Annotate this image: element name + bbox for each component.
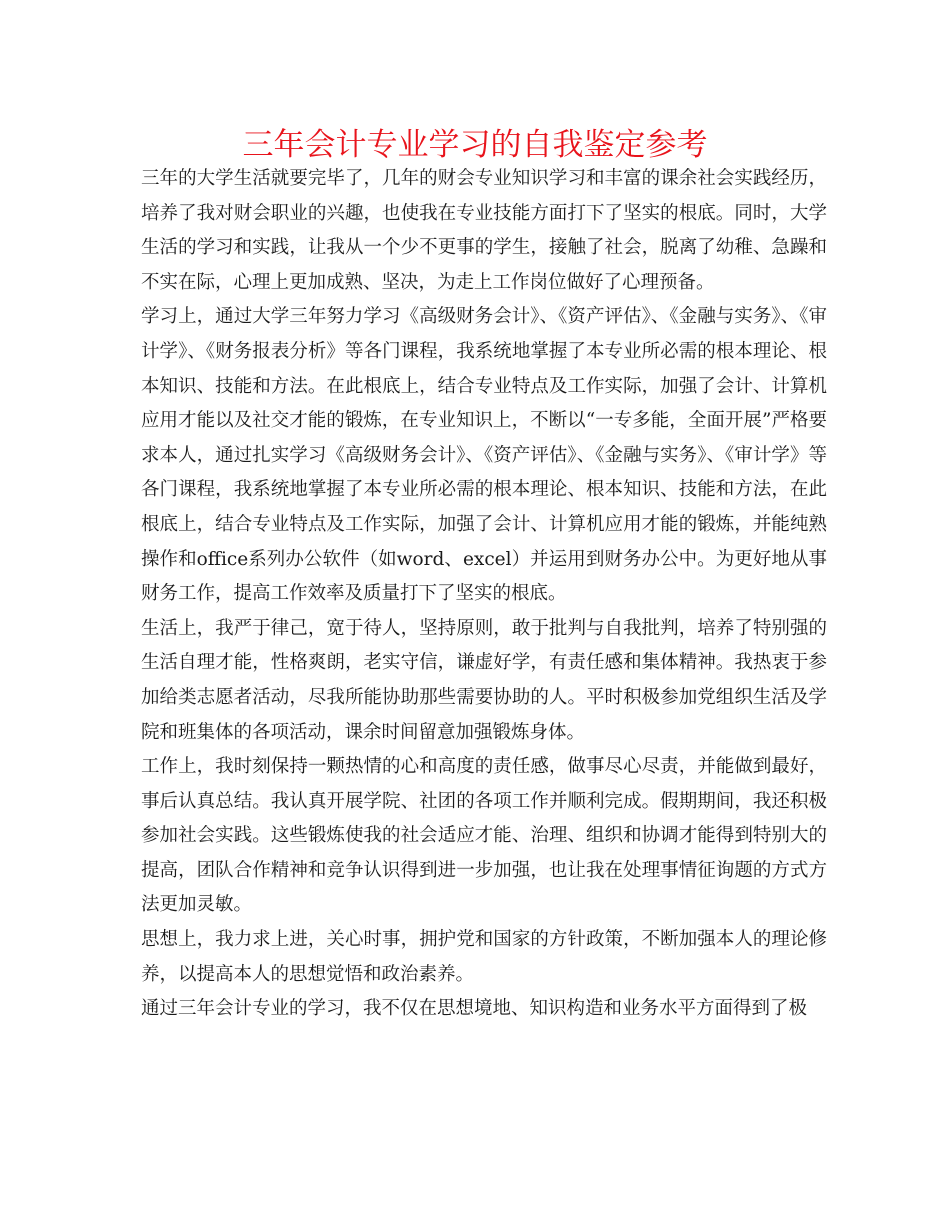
paragraph-conclusion: 通过三年会计专业的学习，我不仅在思想境地、知识构造和业务水平方面得到了极 xyxy=(141,998,808,1020)
paragraph-life: 生活上，我严于律己，宽于待人，坚持原则，敢于批判与自我批判，培养了特别强的生活自理才能，性格爽朗，老实守信，谦虚好学，有责任感和集体精神。我热衷于参加给类志愿者活动，尽我所能协助那些需要协助的人。平时积极参加党组织生活及学院和班集体的各项活动，课余时间留意加强锻炼身体。 xyxy=(141,617,827,743)
paragraph-study: 学习上，通过大学三年努力学习《高级财务会计》、《资产评估》、《金融与实务》、《审计学》、《财务报表分析》等各门课程，我系统地掌握了本专业所必需的根本理论、根本知识、技能和方法。在此根底上，结合专业特点及工作实际，加强了会计、计算机应用才能以及社交才能的锻炼，在专业知识上，不断以“一专多能，全面开展”严格要求本人，通过扎实学习《高级财务会计》、《资产评估》、《金融与实务》、《审计学》等各门课程，我系统地掌握了本专业所必需的根本理论、根本知识、技能和方法，在此根底上，结合专业特点及工作实际，加强了会计、计算机应用才能的锻炼，并能纯熟操作和office系列办公软件（如word、excel）并运用到财务办公中。为更好地从事财务工作，提高工作效率及质量打下了坚实的根底。 xyxy=(141,306,827,605)
paragraph-intro: 三年的大学生活就要完毕了，几年的财会专业知识学习和丰富的课余社会实践经历，培养了我对财会职业的兴趣，也使我在专业技能方面打下了坚实的根底。同时，大学生活的学习和实践，让我从一个少不更事的学生，接触了社会，脱离了幼稚、急躁和不实在际，心理上更加成熟、坚决，为走上工作岗位做好了心理预备。 xyxy=(141,168,827,293)
document-body xyxy=(141,162,827,1027)
paragraph-work: 工作上，我时刻保持一颗热情的心和高度的责任感，做事尽心尽责，并能做到最好，事后认真总结。我认真开展学院、社团的各项工作并顺利完成。假期期间，我还积极参加社会实践。这些锻炼使我的社会适应才能、治理、组织和协调才能得到特别大的提高，团队合作精神和竞争认识得到进一步加强，也让我在处理事情征询题的方式方法更加灵敏。 xyxy=(141,756,827,916)
document-title: 三年会计专业学习的自我鉴定参考 xyxy=(242,127,708,163)
paragraph-thought: 思想上，我力求上进，关心时事，拥护党和国家的方针政策，不断加强本人的理论修养，以提高本人的思想觉悟和政治素养。 xyxy=(141,929,827,985)
